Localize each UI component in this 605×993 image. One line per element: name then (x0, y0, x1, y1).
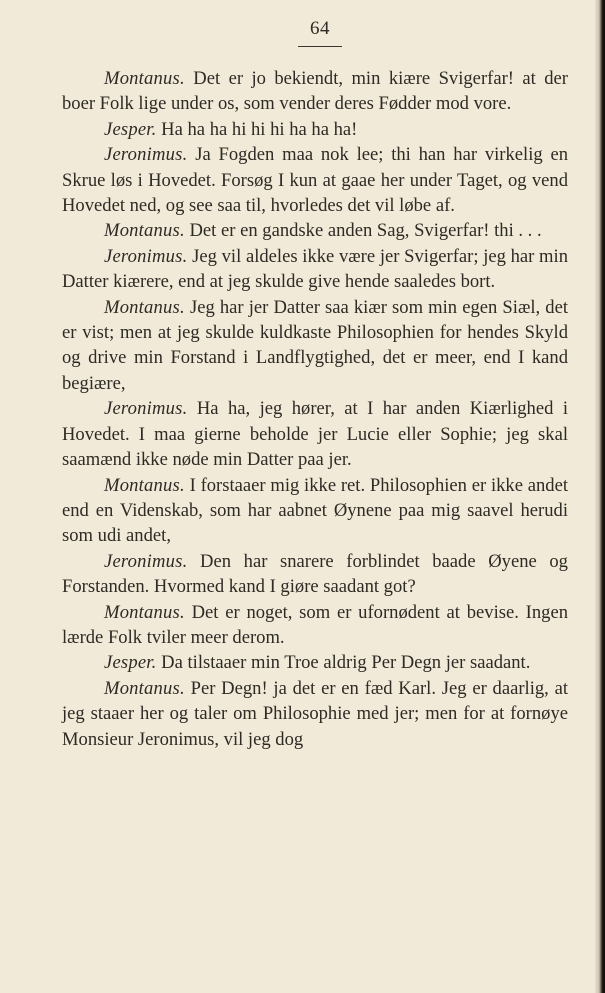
dialogue-paragraph (62, 244, 568, 295)
speaker-name: Montanus. (104, 296, 185, 318)
page-number-rule (298, 46, 342, 47)
dialogue-line: Jeg vil aldeles ikke være jer Svigerfar; jeg har min Datter kiærere, end at jeg skulde give hende saaledes bort. (62, 245, 568, 293)
dialogue-paragraph (62, 650, 568, 675)
speaker-name: Montanus. (104, 677, 185, 699)
dialogue-paragraph (62, 600, 568, 651)
dialogue-paragraph (62, 396, 568, 472)
dialogue-paragraph (62, 295, 568, 397)
dialogue-line: Det er en gandske anden Sag, Svigerfar! thi . . . (189, 220, 542, 242)
dialogue-line: Per Degn! ja det er en fæd Karl. Jeg er daarlig, at jeg staaer her og taler om Philosophie med jer; men for at fornøye Monsieur Jeronimus, vil jeg dog (62, 677, 568, 750)
dialogue-paragraph (62, 142, 568, 218)
dialogue-text (62, 66, 568, 752)
speaker-name: Jeronimus. (104, 144, 188, 166)
speaker-name: Montanus. (104, 68, 185, 89)
dialogue-line: I forstaaer mig ikke ret. Philosophien er ikke andet end en Videnskab, som har aabnet Øynene paa mig saavel herudi som udi andet, (62, 474, 568, 547)
dialogue-line: Ja Fogden maa nok lee; thi han har virkelig en Skrue løs i Hovedet. Forsøg I kun at gaae her under Taget, og vend Hovedet ned, og see saa til, hvorledes det vil løbe af. (62, 144, 569, 217)
speaker-name: Jesper. (104, 118, 157, 140)
page-edge-shadow (595, 0, 605, 993)
dialogue-line: Det er noget, som er ufornødent at bevise. Ingen lærde Folk tviler meer derom. (62, 601, 568, 648)
dialogue-line: Ha ha ha hi hi hi ha ha ha! (161, 118, 358, 140)
dialogue-paragraph (62, 549, 568, 600)
speaker-name: Jeronimus. (104, 398, 188, 420)
dialogue-paragraph (62, 676, 568, 752)
dialogue-line: Det er jo bekiendt, min kiære Svigerfar! at der boer Folk lige under os, som vender deres Fødder mod vore. (62, 68, 568, 115)
dialogue-paragraph (62, 117, 568, 142)
dialogue-line: Ha ha, jeg hører, at I har anden Kiærlighed i Hovedet. I maa gierne beholde jer Lucie eller Sophie; jeg skal saamænd ikke nøde min Datter paa jer. (62, 398, 568, 471)
page-number: 64 (310, 18, 330, 39)
speaker-name: Montanus. (104, 474, 185, 496)
dialogue-line: Den har snarere forblindet baade Øyene og Forstanden. Hvormed kand I giøre saadant got? (62, 550, 568, 598)
speaker-name: Jeronimus. (104, 245, 188, 267)
speaker-name: Jesper. (104, 652, 157, 674)
dialogue-line: Da tilstaaer min Troe aldrig Per Degn jer saadant. (161, 652, 531, 674)
speaker-name: Jeronimus. (104, 550, 188, 572)
speaker-name: Montanus. (104, 220, 185, 242)
dialogue-paragraph (62, 473, 568, 549)
speaker-name: Montanus. (104, 601, 185, 623)
dialogue-paragraph (62, 66, 568, 117)
dialogue-paragraph (62, 218, 568, 243)
dialogue-line: Jeg har jer Datter saa kiær som min egen Siæl, det er vist; men at jeg skulde kuldkaste Philosophien for hendes Skyld og drive min Forstand i Landflygtighed, det er meer, end I kand begiære, (62, 296, 568, 394)
